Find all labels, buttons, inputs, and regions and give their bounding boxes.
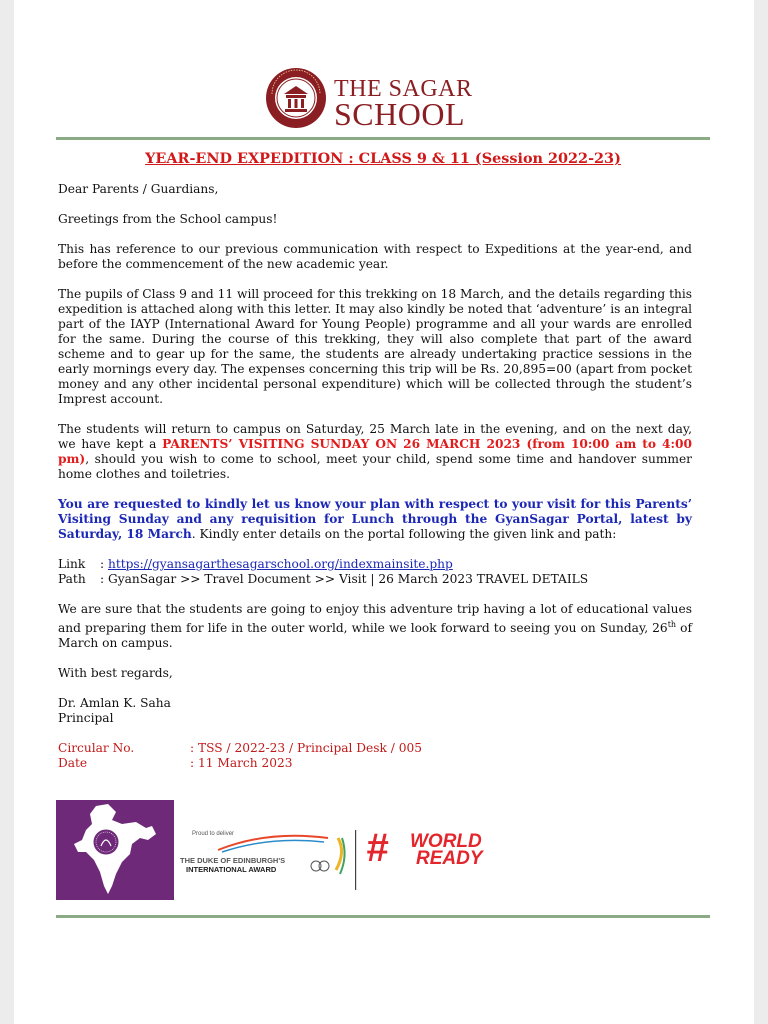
return-text: The students will return to campus on Saturday, 25 March late in the evening, and on the next day, we have kept a xyxy=(58,422,692,451)
header-divider xyxy=(56,137,710,140)
date-label: Date xyxy=(58,756,88,771)
date-row xyxy=(58,756,692,771)
salutation: Dear Parents / Guardians, xyxy=(58,182,219,196)
closing-note-text: We are sure that the students are going to enjoy this adventure trip having a lot of educational values and preparing them for life in the outer world, while we look forward to seeing you on Sunday, 26 xyxy=(58,602,692,636)
request-text: . Kindly enter details on the portal following the given link and path: xyxy=(191,527,617,541)
school-name-line1: THE SAGAR xyxy=(334,76,473,102)
world-ready-hash: # xyxy=(366,826,389,870)
path-value: : GyanSagar >> Travel Document >> Visit | 26 March 2023 TRAVEL DETAILS xyxy=(100,572,589,586)
duke-line2: INTERNATIONAL AWARD xyxy=(186,865,277,874)
footer-divider xyxy=(56,915,710,918)
school-name-line2: SCHOOL xyxy=(334,96,466,132)
signatory-role: Principal xyxy=(58,711,114,726)
path-row xyxy=(58,572,692,587)
path-label: Path xyxy=(58,572,86,586)
paragraph-closing-note xyxy=(58,602,692,651)
link-separator: : xyxy=(100,557,108,571)
world-ready-line1: WORLD xyxy=(410,831,482,852)
paragraph-return xyxy=(58,422,692,482)
paragraph-expedition: The pupils of Class 9 and 11 will proceed for this trekking on 18 March, and the details regarding this expedition is attached along with this letter. It may also kindly be noted that ‘adventure’ is an integral part of the IAYP (International Award for Young People) programme and all your wards are enrolled for the same. During the course of this trekking, they will also complete that part of the award scheme and to gear up for the same, the students are already undertaking practice sessions in the early mornings every day. The expenses concerning this trip will be Rs. 20,895=00 (apart from pocket money and any other incidental personal expenditure) which will be collected through the student’s Imprest account. xyxy=(58,287,692,406)
paragraph-reference: This has reference to our previous communication with respect to Expeditions at the year-end, and before the commencement of the new academic year. xyxy=(58,242,692,271)
world-ready-logo xyxy=(366,826,494,870)
request-highlight: You are requested to kindly let us know your plan with respect to your visit for this Parents’ Visiting Sunday and any requisition for Lunch through the GyanSagar Portal, latest by Saturday, 18 March xyxy=(58,497,692,541)
ordinal-suffix: th xyxy=(667,620,677,629)
duke-of-edinburgh-award-logo xyxy=(178,826,364,896)
closing: With best regards, xyxy=(58,666,173,681)
greeting: Greetings from the School campus! xyxy=(58,212,278,226)
world-ready-line2: READY xyxy=(416,848,483,869)
link-row xyxy=(58,557,692,572)
visiting-sunday-highlight: PARENTS’ VISITING SUNDAY ON 26 MARCH 2023 (from 10:00 am to 4:00 pm) xyxy=(58,437,692,466)
school-seal-icon xyxy=(264,66,328,130)
closing-note-end: of March on campus. xyxy=(58,621,692,651)
letter-title: YEAR-END EXPEDITION : CLASS 9 & 11 (Session 2022-23) xyxy=(145,150,621,167)
school-logo xyxy=(264,66,494,130)
duke-proud-text: Proud to deliver xyxy=(192,831,235,837)
portal-link[interactable]: https://gyansagarthesagarschool.org/indexmainsite.php xyxy=(107,557,453,571)
india-map-logo xyxy=(56,800,174,900)
india-map-icon xyxy=(56,800,174,900)
duke-line1: THE DUKE OF EDINBURGH'S xyxy=(180,856,286,865)
circular-value: : TSS / 2022-23 / Principal Desk / 005 xyxy=(190,741,423,756)
return-text-end: , should you wish to come to school, meet your child, spend some time and handover summer home clothes and toiletries. xyxy=(58,452,692,481)
date-value: : 11 March 2023 xyxy=(190,756,293,771)
letter-body xyxy=(58,182,692,771)
paragraph-request xyxy=(58,497,692,542)
circular-row xyxy=(58,741,692,756)
signature-block xyxy=(58,696,692,726)
circular-label: Circular No. xyxy=(58,741,135,756)
signatory-name: Dr. Amlan K. Saha xyxy=(58,696,171,711)
link-label: Link xyxy=(58,557,86,571)
